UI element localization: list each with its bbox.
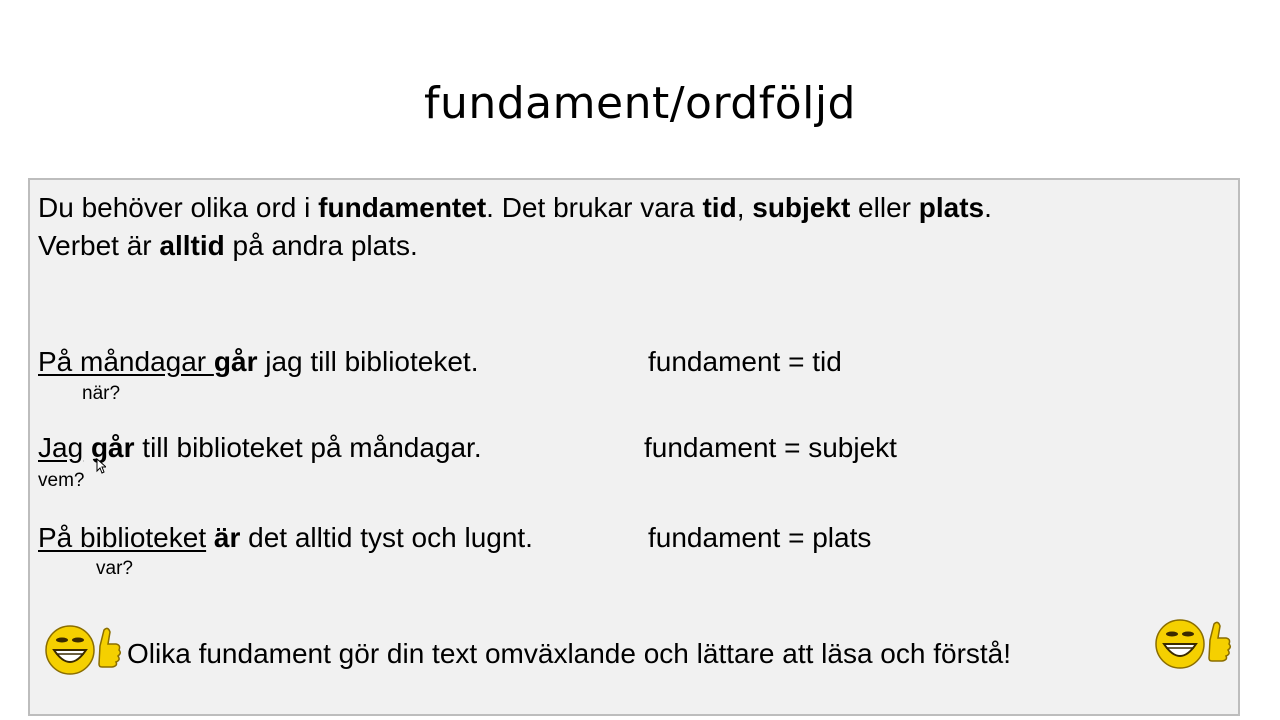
example-fundament: På måndagar (38, 346, 214, 377)
intro-text: . (984, 192, 992, 223)
intro-line-1 (38, 192, 992, 224)
example-question-3: var? (96, 558, 133, 579)
intro-text: , (736, 192, 753, 223)
example-verb: går (90, 432, 135, 463)
laughing-thumbs-up-smiley-icon (1154, 614, 1234, 672)
example-sentence-3 (38, 522, 533, 554)
example-rest: det alltid tyst och lugnt. (240, 522, 533, 553)
intro-keyword-alltid: alltid (159, 230, 225, 261)
intro-keyword-tid: tid (702, 192, 737, 223)
example-space (83, 432, 91, 463)
intro-keyword-fundamentet: fundamentet (318, 192, 487, 223)
example-sentence-1 (38, 346, 478, 378)
laughing-thumbs-up-smiley-icon (44, 620, 124, 678)
example-space (206, 522, 214, 553)
example-fundament: Jag (38, 432, 84, 463)
content-box (28, 178, 1240, 716)
example-verb: är (213, 522, 241, 553)
example-verb: går (213, 346, 258, 377)
intro-text: på andra plats. (224, 230, 418, 261)
example-result-2: fundament = subjekt (644, 432, 897, 463)
example-question-1: när? (82, 383, 121, 404)
intro-text: Du behöver olika ord i (38, 192, 319, 223)
intro-text: eller (850, 192, 919, 223)
intro-text: . Det brukar vara (486, 192, 703, 223)
page-title: fundament/ordföljd (423, 78, 856, 129)
intro-text: Verbet är (38, 230, 160, 261)
example-result-1: fundament = tid (648, 346, 842, 377)
intro-line-2 (38, 230, 418, 262)
example-result-3: fundament = plats (648, 522, 872, 553)
example-rest: jag till biblioteket. (257, 346, 479, 377)
intro-keyword-plats: plats (918, 192, 985, 223)
example-fundament: På biblioteket (38, 522, 207, 553)
intro-keyword-subjekt: subjekt (752, 192, 851, 223)
closing-sentence: Olika fundament gör din text omväxlande och lättare att läsa och förstå! (127, 638, 1012, 669)
example-rest: till biblioteket på måndagar. (134, 432, 482, 463)
mouse-cursor-icon (96, 458, 106, 474)
example-question-2: vem? (38, 470, 85, 491)
